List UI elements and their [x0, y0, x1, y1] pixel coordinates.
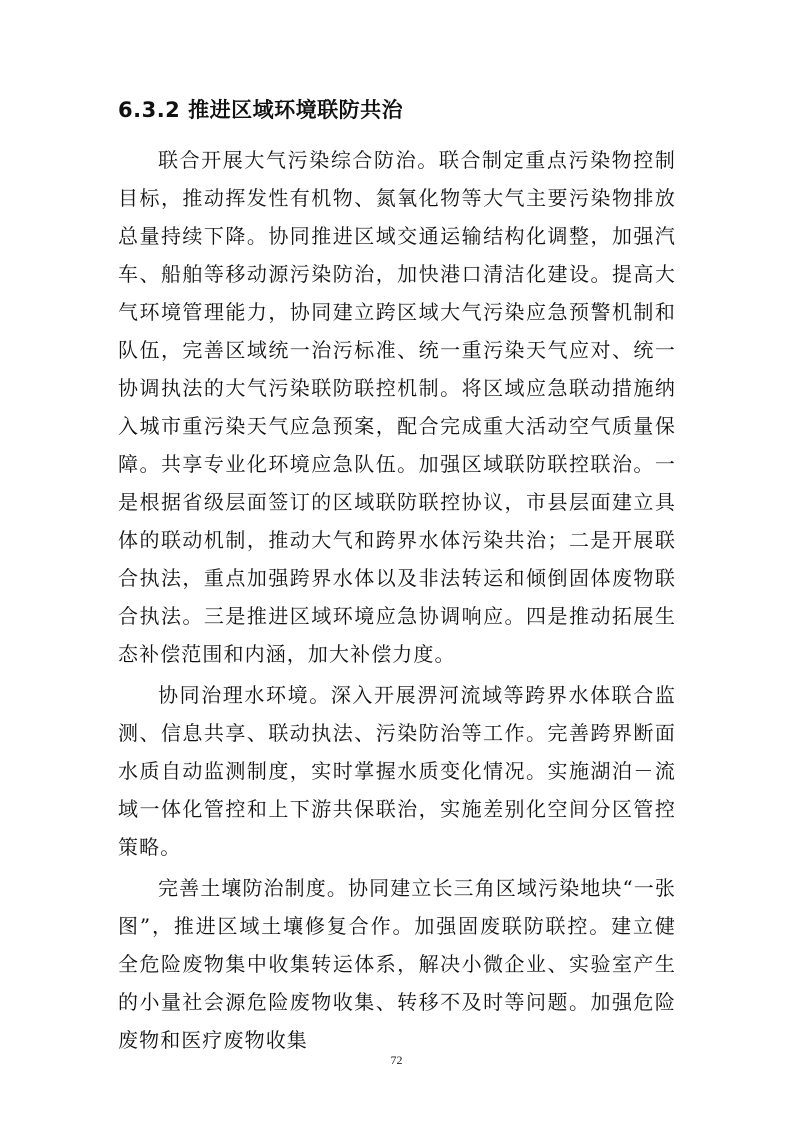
paragraph-air-pollution: 联合开展大气污染综合防治。联合制定重点污染物控制目标，推动挥发性有机物、氮氧化物等大气主要污染物排放总量持续下降。协同推进区域交通运输结构化调整，加强汽车、船舶等移动源污染防治，加快港口清洁化建设。提高大气环境管理能力，协同建立跨区域大气污染应急预警机制和队伍，完善区域统一治污标准、统一重污染天气应对、统一协调执法的大气污染联防联控机制。将区域应急联动措施纳入城市重污染天气应急预案，配合完成重大活动空气质量保障。共享专业化环境应急队伍。加强区域联防联控联治。一是根据省级层面签订的区域联防联控协议，市县层面建立具体的联动机制，推动大气和跨界水体污染共治；二是开展联合执法，重点加强跨界水体以及非法转运和倾倒固体废物联合执法。三是推进区域环境应急协调响应。四是推动拓展生态补偿范围和内涵，加大补偿力度。 [118, 148, 676, 666]
paragraph-soil-prevention: 完善土壤防治制度。协同建立长三角区域污染地块“一张图”，推进区域土壤修复合作。加强固废联防联控。建立健全危险废物集中收集转运体系，解决小微企业、实验室产生的小量社会源危险废物收集、转移不及时等问题。加强危险废物和医疗废物收集 [118, 876, 676, 1052]
body-text [118, 141, 676, 1059]
section-title: 推进区域环境联防共治 [188, 98, 404, 122]
section-heading [118, 94, 403, 126]
paragraph-water-environment: 协同治理水环境。深入开展淠河流域等跨界水体联合监测、信息共享、联动执法、污染防治等工作。完善跨界断面水质自动监测制度，实时掌握水质变化情况。实施湖泊－流域一体化管控和上下游共保联治，实施差别化空间分区管控策略。 [118, 683, 676, 859]
section-number: 6.3.2 [118, 98, 181, 122]
page-number: 72 [390, 1053, 403, 1067]
